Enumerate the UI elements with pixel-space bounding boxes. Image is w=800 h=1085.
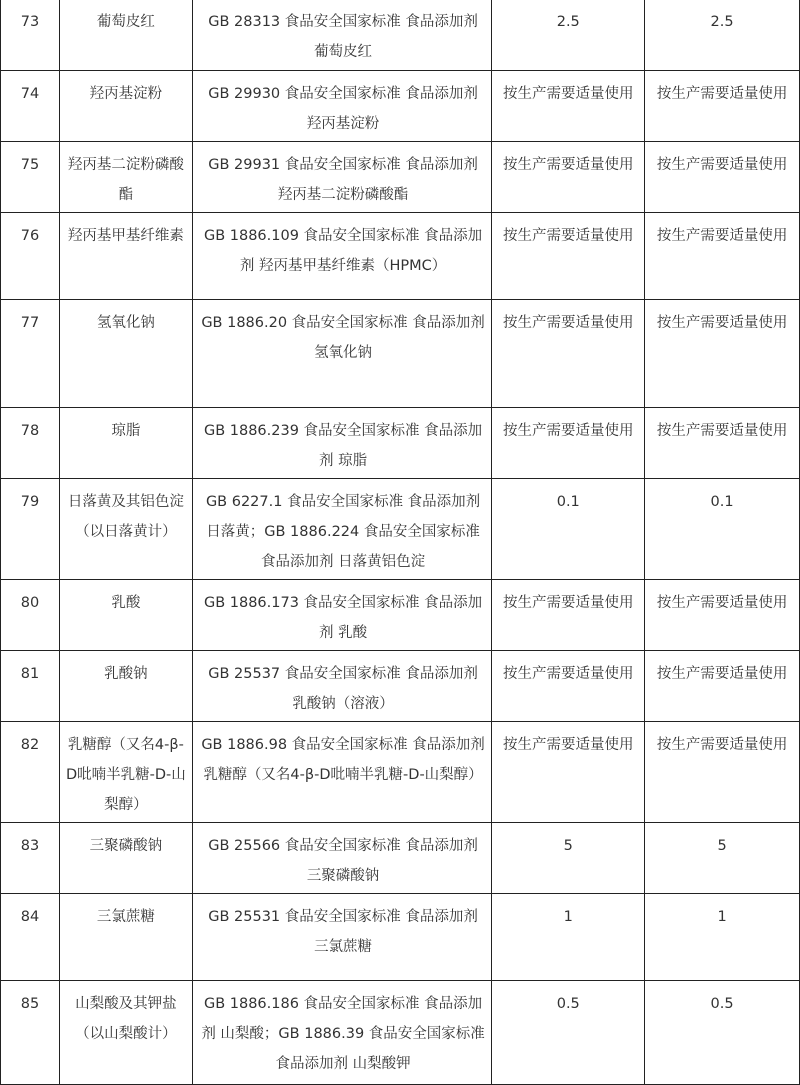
table-row — [1, 408, 800, 479]
additive-name-cell: 日落黄及其铝色淀（以日落黄计） — [59, 479, 192, 580]
quality-standard-cell: GB 1886.20 食品安全国家标准 食品添加剂 氢氧化钠 — [192, 300, 492, 408]
max-usage-cell: 按生产需要适量使用 — [492, 213, 645, 300]
row-number-cell: 85 — [1, 981, 60, 1085]
quality-standard-cell: GB 25537 食品安全国家标准 食品添加剂 乳酸钠（溶液） — [192, 651, 492, 722]
max-usage-cell: 按生产需要适量使用 — [492, 651, 645, 722]
row-number-cell: 74 — [1, 71, 60, 142]
table-row — [1, 580, 800, 651]
max-usage-cell: 按生产需要适量使用 — [492, 71, 645, 142]
additive-name-cell: 羟丙基二淀粉磷酸酯 — [59, 142, 192, 213]
max-usage-cell: 按生产需要适量使用 — [492, 300, 645, 408]
quality-standard-cell: GB 1886.186 食品安全国家标准 食品添加剂 山梨酸；GB 1886.39 食品安全国家标准 食品添加剂 山梨酸钾 — [192, 981, 492, 1085]
row-number-cell: 84 — [1, 894, 60, 981]
additive-name-cell: 氢氧化钠 — [59, 300, 192, 408]
table-body — [1, 0, 800, 1085]
additive-name-cell: 羟丙基甲基纤维素 — [59, 213, 192, 300]
max-usage-alt-cell: 1 — [645, 894, 800, 981]
max-usage-alt-cell: 按生产需要适量使用 — [645, 71, 800, 142]
row-number-cell: 75 — [1, 142, 60, 213]
quality-standard-cell: GB 28313 食品安全国家标准 食品添加剂 葡萄皮红 — [192, 0, 492, 71]
max-usage-cell: 按生产需要适量使用 — [492, 580, 645, 651]
row-number-cell: 78 — [1, 408, 60, 479]
row-number-cell: 79 — [1, 479, 60, 580]
row-number-cell: 80 — [1, 580, 60, 651]
table-row — [1, 300, 800, 408]
table-row — [1, 894, 800, 981]
quality-standard-cell: GB 1886.98 食品安全国家标准 食品添加剂 乳糖醇（又名4-β-D吡喃半乳糖-D-山梨醇） — [192, 722, 492, 823]
max-usage-alt-cell: 按生产需要适量使用 — [645, 300, 800, 408]
max-usage-cell: 5 — [492, 823, 645, 894]
max-usage-alt-cell: 按生产需要适量使用 — [645, 580, 800, 651]
additive-name-cell: 乳酸 — [59, 580, 192, 651]
quality-standard-cell: GB 25566 食品安全国家标准 食品添加剂 三聚磷酸钠 — [192, 823, 492, 894]
row-number-cell: 83 — [1, 823, 60, 894]
additive-name-cell: 三氯蔗糖 — [59, 894, 192, 981]
max-usage-cell: 0.1 — [492, 479, 645, 580]
quality-standard-cell: GB 29931 食品安全国家标准 食品添加剂 羟丙基二淀粉磷酸酯 — [192, 142, 492, 213]
max-usage-cell: 按生产需要适量使用 — [492, 722, 645, 823]
max-usage-alt-cell: 按生产需要适量使用 — [645, 213, 800, 300]
table-row — [1, 651, 800, 722]
max-usage-alt-cell: 按生产需要适量使用 — [645, 408, 800, 479]
max-usage-cell: 1 — [492, 894, 645, 981]
row-number-cell: 81 — [1, 651, 60, 722]
row-number-cell: 82 — [1, 722, 60, 823]
row-number-cell: 77 — [1, 300, 60, 408]
max-usage-alt-cell: 2.5 — [645, 0, 800, 71]
additive-name-cell: 乳糖醇（又名4-β-D吡喃半乳糖-D-山梨醇） — [59, 722, 192, 823]
max-usage-cell: 0.5 — [492, 981, 645, 1085]
quality-standard-cell: GB 1886.173 食品安全国家标准 食品添加剂 乳酸 — [192, 580, 492, 651]
max-usage-cell: 按生产需要适量使用 — [492, 142, 645, 213]
quality-standard-cell: GB 1886.109 食品安全国家标准 食品添加剂 羟丙基甲基纤维素（HPMC） — [192, 213, 492, 300]
table-row — [1, 981, 800, 1085]
max-usage-cell: 2.5 — [492, 0, 645, 71]
table-row — [1, 479, 800, 580]
additive-name-cell: 乳酸钠 — [59, 651, 192, 722]
quality-standard-cell: GB 1886.239 食品安全国家标准 食品添加剂 琼脂 — [192, 408, 492, 479]
table-row — [1, 142, 800, 213]
max-usage-alt-cell: 0.5 — [645, 981, 800, 1085]
additive-name-cell: 山梨酸及其钾盐（以山梨酸计） — [59, 981, 192, 1085]
table-row — [1, 0, 800, 71]
additive-name-cell: 葡萄皮红 — [59, 0, 192, 71]
table-row — [1, 722, 800, 823]
table-row — [1, 823, 800, 894]
max-usage-alt-cell: 按生产需要适量使用 — [645, 722, 800, 823]
row-number-cell: 73 — [1, 0, 60, 71]
quality-standard-cell: GB 29930 食品安全国家标准 食品添加剂 羟丙基淀粉 — [192, 71, 492, 142]
additive-name-cell: 三聚磷酸钠 — [59, 823, 192, 894]
quality-standard-cell: GB 6227.1 食品安全国家标准 食品添加剂 日落黄；GB 1886.224 食品安全国家标准 食品添加剂 日落黄铝色淀 — [192, 479, 492, 580]
quality-standard-cell: GB 25531 食品安全国家标准 食品添加剂 三氯蔗糖 — [192, 894, 492, 981]
max-usage-alt-cell: 5 — [645, 823, 800, 894]
max-usage-alt-cell: 按生产需要适量使用 — [645, 142, 800, 213]
additive-name-cell: 羟丙基淀粉 — [59, 71, 192, 142]
max-usage-alt-cell: 按生产需要适量使用 — [645, 651, 800, 722]
row-number-cell: 76 — [1, 213, 60, 300]
table-row — [1, 213, 800, 300]
max-usage-cell: 按生产需要适量使用 — [492, 408, 645, 479]
max-usage-alt-cell: 0.1 — [645, 479, 800, 580]
table-row — [1, 71, 800, 142]
additive-name-cell: 琼脂 — [59, 408, 192, 479]
